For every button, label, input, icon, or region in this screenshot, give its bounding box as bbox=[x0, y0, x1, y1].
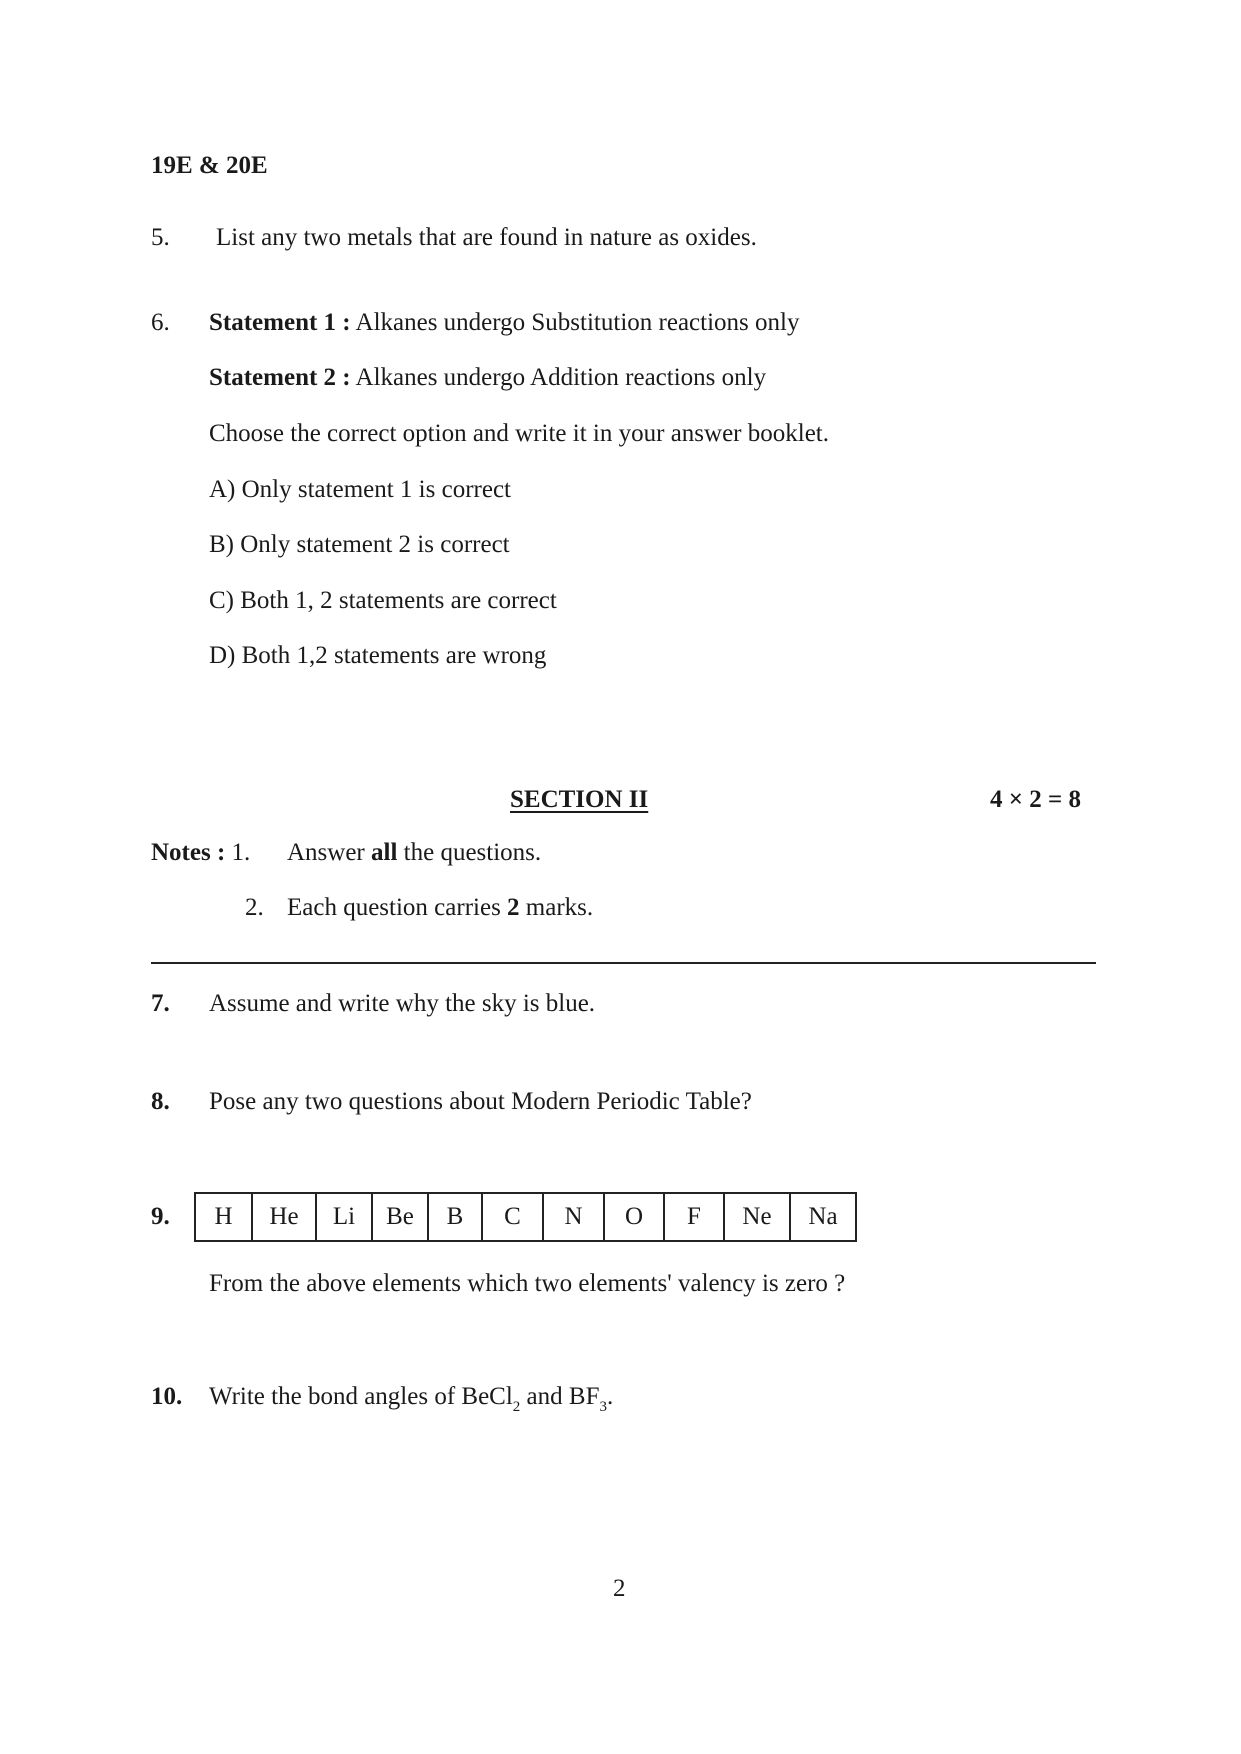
q6-option-d: D) Both 1,2 statements are wrong bbox=[209, 642, 547, 669]
q6-statement-2 bbox=[209, 364, 766, 392]
q6-option-c: C) Both 1, 2 statements are correct bbox=[209, 587, 557, 614]
q10-subscript-3: 3 bbox=[599, 1399, 607, 1415]
section-marks: 4 × 2 = 8 bbox=[990, 786, 1081, 813]
note-2-bold: 2 bbox=[507, 894, 520, 921]
statement-1-label: Statement 1 : bbox=[209, 309, 351, 336]
q6-option-b: B) Only statement 2 is correct bbox=[209, 531, 510, 558]
section-divider bbox=[151, 962, 1096, 964]
note-2-number: 2. bbox=[245, 894, 264, 921]
q8-number: 8. bbox=[151, 1088, 170, 1115]
element-cell: H bbox=[195, 1193, 252, 1241]
q10-text-pre: Write the bond angles of BeCl bbox=[209, 1383, 513, 1410]
q5-text: List any two metals that are found in nature as oxides. bbox=[216, 224, 757, 251]
q10-number: 10. bbox=[151, 1383, 183, 1410]
element-cell: Ne bbox=[724, 1193, 790, 1241]
element-cell: N bbox=[543, 1193, 604, 1241]
note-1 bbox=[151, 839, 250, 867]
element-cell: Li bbox=[316, 1193, 372, 1241]
note-2-pre: Each question carries bbox=[287, 894, 501, 921]
statement-2-label: Statement 2 : bbox=[209, 364, 351, 391]
element-cell: C bbox=[482, 1193, 543, 1241]
q9-number: 9. bbox=[151, 1203, 170, 1230]
section-title: SECTION II bbox=[510, 786, 649, 813]
q10-text-end: . bbox=[606, 1383, 614, 1410]
statement-2-text: Alkanes undergo Addition reactions only bbox=[355, 364, 767, 391]
q7-text: Assume and write why the sky is blue. bbox=[209, 990, 596, 1017]
q6-number: 6. bbox=[151, 309, 170, 336]
note-2-text bbox=[287, 894, 593, 922]
note-1-number: 1. bbox=[231, 839, 251, 866]
note-1-pre: Answer bbox=[287, 839, 365, 866]
note-1-bold: all bbox=[371, 839, 398, 866]
q8-text: Pose any two questions about Modern Periodic Table? bbox=[209, 1088, 752, 1115]
page-number: 2 bbox=[613, 1575, 626, 1602]
element-cell: O bbox=[604, 1193, 664, 1241]
q10-subscript-2: 2 bbox=[512, 1399, 521, 1415]
statement-1-text: Alkanes undergo Substitution reactions only bbox=[355, 309, 800, 336]
paper-code: 19E & 20E bbox=[151, 152, 268, 179]
q10-text bbox=[209, 1383, 614, 1415]
element-row bbox=[195, 1193, 856, 1241]
notes-label: Notes : bbox=[151, 839, 226, 866]
note-1-text bbox=[287, 839, 541, 867]
element-cell: B bbox=[428, 1193, 482, 1241]
note-2-post: marks. bbox=[525, 894, 594, 921]
element-cell: Na bbox=[790, 1193, 856, 1241]
element-cell: F bbox=[664, 1193, 724, 1241]
q6-option-a: A) Only statement 1 is correct bbox=[209, 476, 511, 503]
q9-text: From the above elements which two elements' valency is zero ? bbox=[209, 1270, 846, 1297]
element-table bbox=[194, 1192, 857, 1242]
note-1-post: the questions. bbox=[403, 839, 542, 866]
q7-number: 7. bbox=[151, 990, 170, 1017]
element-cell: He bbox=[252, 1193, 316, 1241]
q6-statement-1 bbox=[209, 309, 799, 337]
q5-number: 5. bbox=[151, 224, 170, 251]
q10-text-mid: and BF bbox=[526, 1383, 600, 1410]
element-cell: Be bbox=[372, 1193, 428, 1241]
q6-instruction: Choose the correct option and write it in your answer booklet. bbox=[209, 420, 829, 447]
